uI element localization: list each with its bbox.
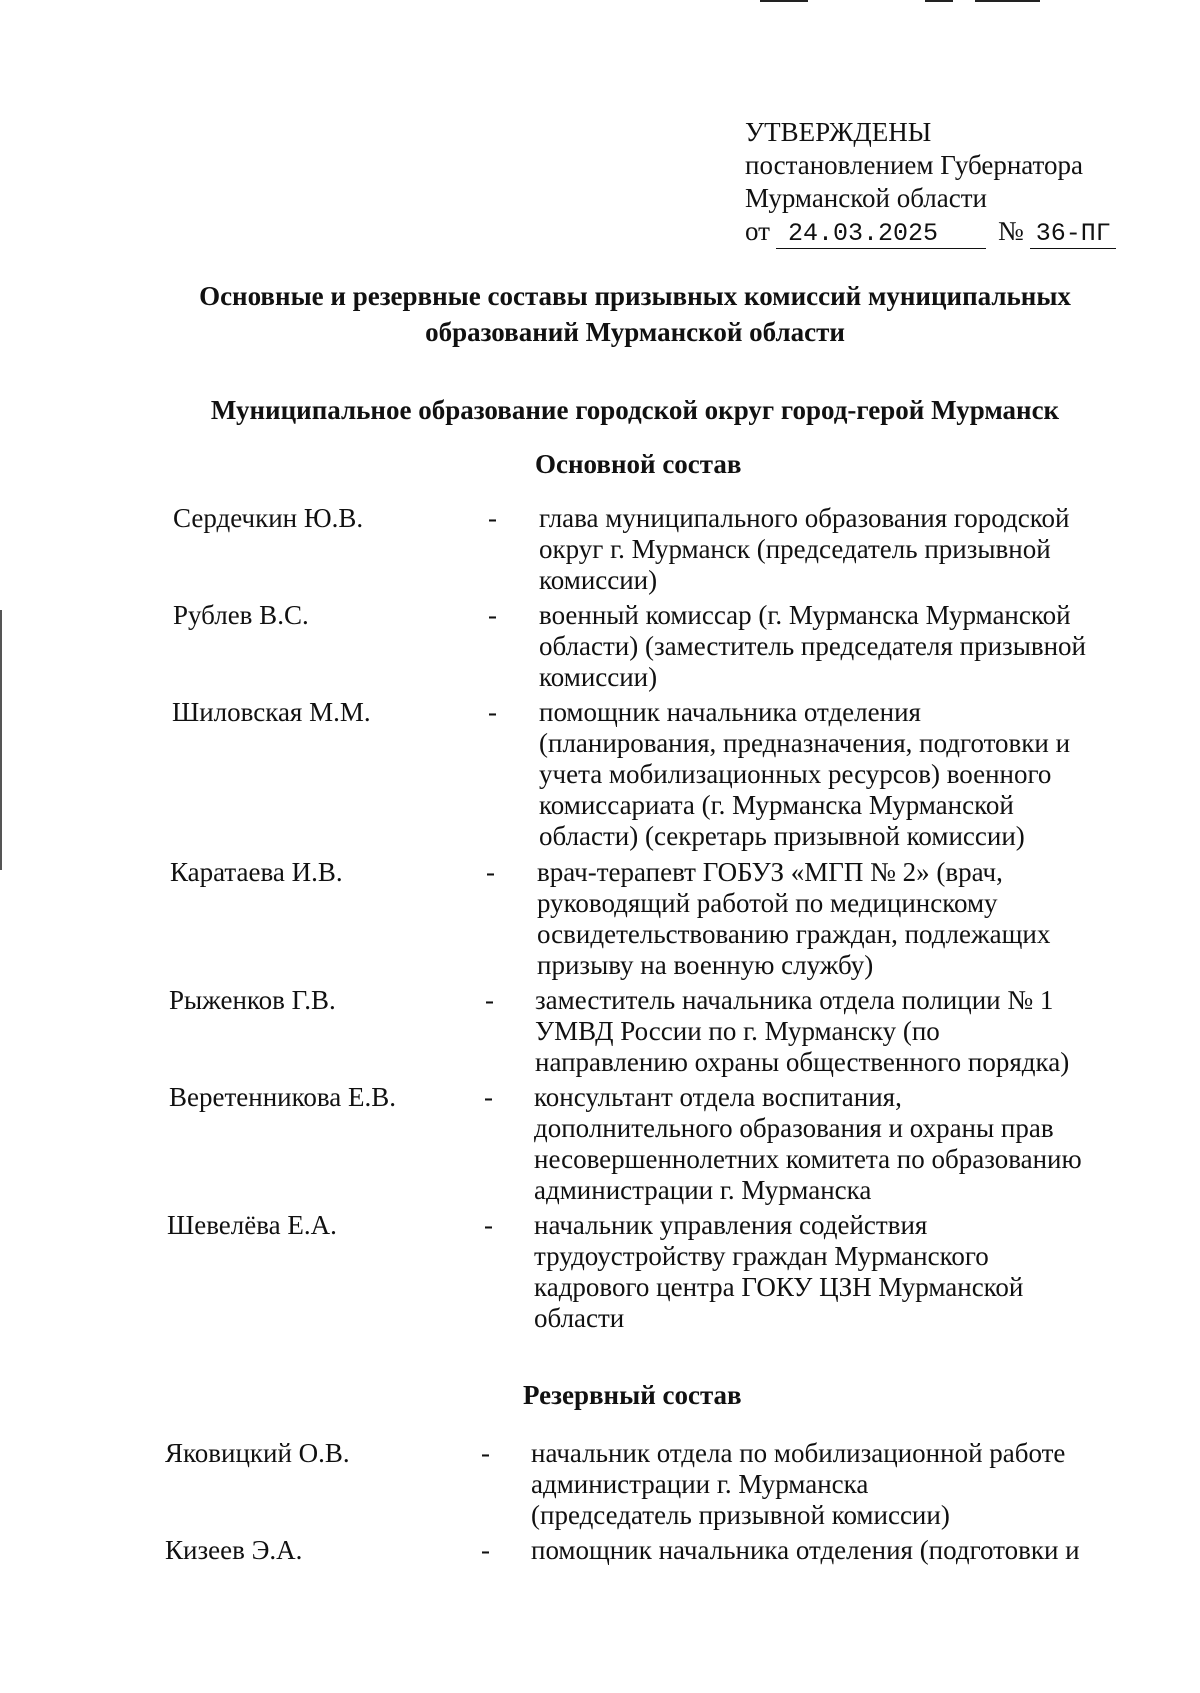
approval-stamp bbox=[745, 116, 1175, 249]
role-line: руководящий работой по медицинскому bbox=[537, 888, 998, 918]
date-prefix: от bbox=[745, 216, 770, 246]
role-line: области) (заместитель председателя призывной bbox=[539, 631, 1086, 661]
member-role bbox=[531, 1438, 1131, 1531]
member-name: Каратаева И.В. bbox=[170, 857, 343, 887]
scan-mark-top-1 bbox=[760, 0, 808, 2]
approval-word: УТВЕРЖДЕНЫ bbox=[745, 117, 932, 147]
member-dash: - bbox=[486, 857, 495, 887]
member-role bbox=[539, 600, 1139, 693]
role-line: кадрового центра ГОКУ ЦЗН Мурманской bbox=[534, 1272, 1024, 1302]
role-line: военный комиссар (г. Мурманска Мурманской bbox=[539, 600, 1071, 630]
role-line: освидетельствованию граждан, подлежащих bbox=[537, 919, 1051, 949]
role-line: врач-терапевт ГОБУЗ «МГП № 2» (врач, bbox=[537, 857, 1003, 887]
approval-line-1: постановлением Губернатора bbox=[745, 150, 1083, 180]
role-line: (председатель призывной комиссии) bbox=[531, 1500, 950, 1530]
document-title-line-2: образований Мурманской области bbox=[425, 317, 845, 347]
document-title-line-1: Основные и резервные составы призывных комиссий муниципальных bbox=[199, 281, 1071, 311]
member-name: Кизеев Э.А. bbox=[165, 1535, 303, 1565]
member-dash: - bbox=[481, 1535, 490, 1565]
approval-date: 24.03.2025 bbox=[776, 220, 986, 249]
role-line: несовершеннолетних комитета по образованию bbox=[534, 1144, 1082, 1174]
member-role bbox=[535, 985, 1135, 1078]
role-line: комиссии) bbox=[539, 565, 658, 595]
member-dash: - bbox=[484, 1210, 493, 1240]
member-name: Сердечкин Ю.В. bbox=[173, 503, 364, 533]
scan-mark-top-2 bbox=[925, 0, 953, 2]
role-line: области) (секретарь призывной комиссии) bbox=[539, 821, 1025, 851]
scan-mark-left-edge bbox=[0, 610, 2, 870]
document-title bbox=[150, 278, 1120, 350]
role-line: дополнительного образования и охраны прав bbox=[534, 1113, 1054, 1143]
role-line: учета мобилизационных ресурсов) военного bbox=[539, 759, 1052, 789]
role-line: трудоустройству граждан Мурманского bbox=[534, 1241, 989, 1271]
scan-mark-top-3 bbox=[975, 0, 1040, 2]
role-line: комиссариата (г. Мурманска Мурманской bbox=[539, 790, 1014, 820]
main-section-heading: Основной состав bbox=[535, 449, 742, 479]
role-line: администрации г. Мурманска bbox=[534, 1175, 872, 1205]
approval-number: 36-ПГ bbox=[1030, 220, 1116, 249]
role-line: направлению охраны общественного порядка) bbox=[535, 1047, 1070, 1077]
member-name: Рублев В.С. bbox=[173, 600, 309, 630]
member-dash: - bbox=[488, 503, 497, 533]
role-line: призыву на военную службу) bbox=[537, 950, 874, 980]
approval-line-2: Мурманской области bbox=[745, 183, 987, 213]
role-line: округ г. Мурманск (председатель призывной bbox=[539, 534, 1051, 564]
member-dash: - bbox=[484, 1082, 493, 1112]
role-line: глава муниципального образования городской bbox=[539, 503, 1070, 533]
member-dash: - bbox=[481, 1438, 490, 1468]
member-name: Веретенникова Е.В. bbox=[169, 1082, 396, 1112]
member-role bbox=[531, 1535, 1131, 1566]
role-line: УМВД России по г. Мурманску (по bbox=[535, 1016, 940, 1046]
member-dash: - bbox=[488, 600, 497, 630]
role-line: консультант отдела воспитания, bbox=[534, 1082, 902, 1112]
role-line: области bbox=[534, 1303, 625, 1333]
member-name: Шевелёва Е.А. bbox=[167, 1210, 337, 1240]
member-role bbox=[539, 697, 1139, 852]
role-line: начальник управления содействия bbox=[534, 1210, 928, 1240]
member-role bbox=[534, 1210, 1134, 1334]
member-dash: - bbox=[485, 985, 494, 1015]
role-line: администрации г. Мурманска bbox=[531, 1469, 869, 1499]
role-line: (планирования, предназначения, подготовки и bbox=[539, 728, 1071, 758]
member-dash: - bbox=[488, 697, 497, 727]
member-name: Рыженков Г.В. bbox=[169, 985, 336, 1015]
member-role bbox=[537, 857, 1137, 981]
role-line: комиссии) bbox=[539, 662, 658, 692]
member-name: Яковицкий О.В. bbox=[165, 1438, 350, 1468]
approval-date-line bbox=[745, 215, 1175, 249]
role-line: заместитель начальника отдела полиции № 1 bbox=[535, 985, 1054, 1015]
role-line: начальник отдела по мобилизационной работе bbox=[531, 1438, 1066, 1468]
role-line: помощник начальника отделения (подготовки и bbox=[531, 1535, 1080, 1565]
reserve-section-heading: Резервный состав bbox=[523, 1380, 742, 1410]
member-role bbox=[539, 503, 1139, 596]
municipality-heading: Муниципальное образование городской округ город-герой Мурманск bbox=[210, 395, 1060, 425]
member-role bbox=[534, 1082, 1134, 1206]
number-prefix: № bbox=[997, 216, 1024, 246]
member-name: Шиловская М.М. bbox=[172, 697, 371, 727]
role-line: помощник начальника отделения bbox=[539, 697, 921, 727]
